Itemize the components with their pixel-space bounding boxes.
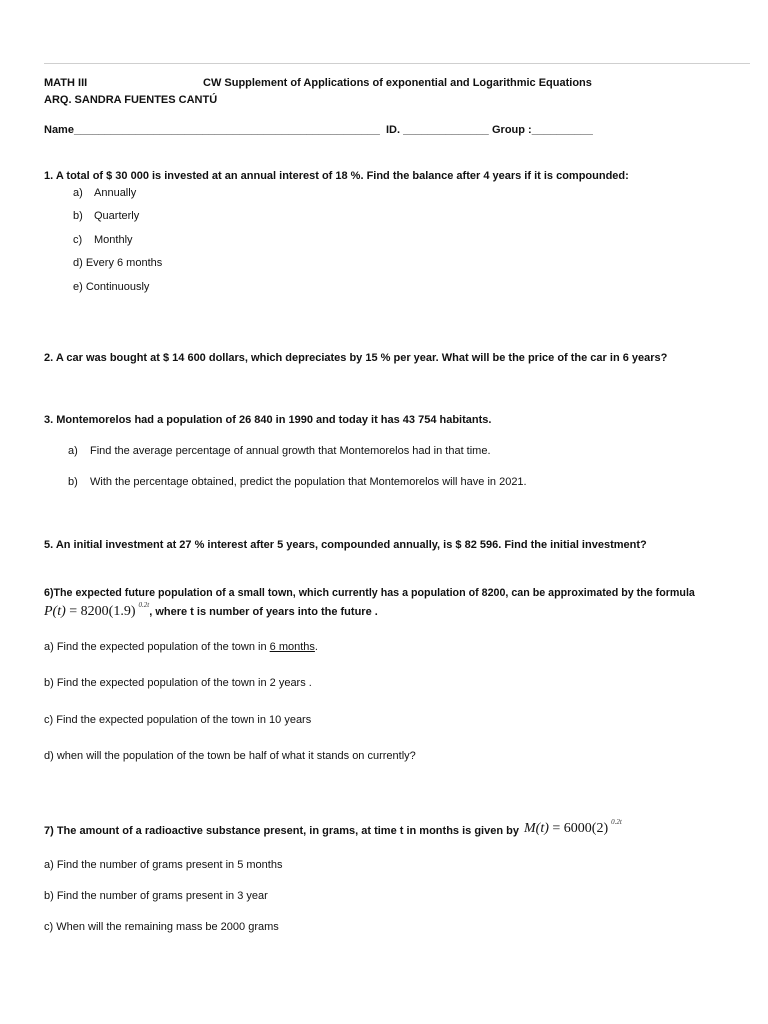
q7-part-a: a) Find the number of grams present in 5 months [44, 859, 283, 871]
q6-part-a-underlined: 6 months [269, 641, 315, 653]
question-3: 3. Montemorelos had a population of 26 840 in 1990 and today it has 43 754 habitants. [44, 414, 492, 426]
top-divider [44, 63, 750, 64]
q1-option-d: d) Every 6 months [73, 257, 163, 269]
q3-part-b: With the percentage obtained, predict the population that Montemorelos will have in 2021. [90, 476, 527, 488]
q6-part-a-period: . [314, 641, 318, 653]
id-field: ID. ______________ [386, 124, 489, 136]
q3-part-a: Find the average percentage of annual growth that Montemorelos had in that time. [90, 445, 491, 457]
q7-formula-exponent: 0.2t [611, 818, 622, 826]
q6-part-c: c) Find the expected population of the town in 10 years [44, 714, 312, 726]
q6-part-a [44, 640, 318, 654]
q7-formula [524, 818, 622, 836]
q6-formula-description: , where t is number of years into the future . [149, 606, 378, 618]
q7-part-c: c) When will the remaining mass be 2000 grams [44, 921, 279, 933]
q6-formula-rhs: = 8200(1.9) [65, 604, 136, 619]
question-5: 5. An initial investment at 27 % interest after 5 years, compounded annually, is $ 82 596. Find the initial investment? [44, 539, 647, 551]
q6-part-d: d) when will the population of the town be half of what it stands on currently? [44, 750, 416, 762]
q3-part-a-letter: a) [68, 445, 78, 457]
question-6: 6)The expected future population of a small town, which currently has a population of 8200, can be approximated by the formula [44, 587, 695, 599]
q1-option-e: e) Continuously [73, 281, 150, 293]
group-field: Group :__________ [492, 124, 593, 136]
teacher-name: ARQ. SANDRA FUENTES CANTÚ [44, 94, 218, 106]
q6-part-b: b) Find the expected population of the town in 2 years . [44, 677, 312, 689]
q6-formula [44, 601, 150, 619]
worksheet-title: CW Supplement of Applications of exponential and Logarithmic Equations [203, 77, 592, 89]
q1-option-a-letter: a) [73, 187, 83, 199]
q7-part-b: b) Find the number of grams present in 3 year [44, 890, 268, 902]
course-name: MATH III [44, 77, 88, 89]
q6-formula-lhs: P(t) [44, 604, 66, 619]
q6-formula-line [44, 603, 378, 622]
q3-part-b-letter: b) [68, 476, 78, 488]
q6-formula-exponent: 0.2t [138, 601, 150, 609]
q1-option-a: Annually [94, 187, 137, 199]
question-7: 7) The amount of a radioactive substance present, in grams, at time t in months is given by [44, 825, 519, 837]
q7-formula-rhs: = 6000(2) [548, 821, 609, 836]
q7-formula-lhs: M(t) [524, 821, 549, 836]
q6-part-a-text: a) Find the expected population of the town in [44, 641, 270, 653]
q1-option-b-letter: b) [73, 210, 83, 222]
q7-formula-line [524, 820, 622, 839]
q1-option-c: Monthly [94, 234, 133, 246]
q1-option-c-letter: c) [73, 234, 83, 246]
name-field: Name__________________________________________________ [44, 124, 380, 136]
q1-option-b: Quarterly [94, 210, 140, 222]
question-2: 2. A car was bought at $ 14 600 dollars, which depreciates by 15 % per year. What will be the price of the car in 6 years? [44, 352, 668, 364]
question-1: 1. A total of $ 30 000 is invested at an annual interest of 18 %. Find the balance after 4 years if it is compounded: [44, 170, 629, 182]
